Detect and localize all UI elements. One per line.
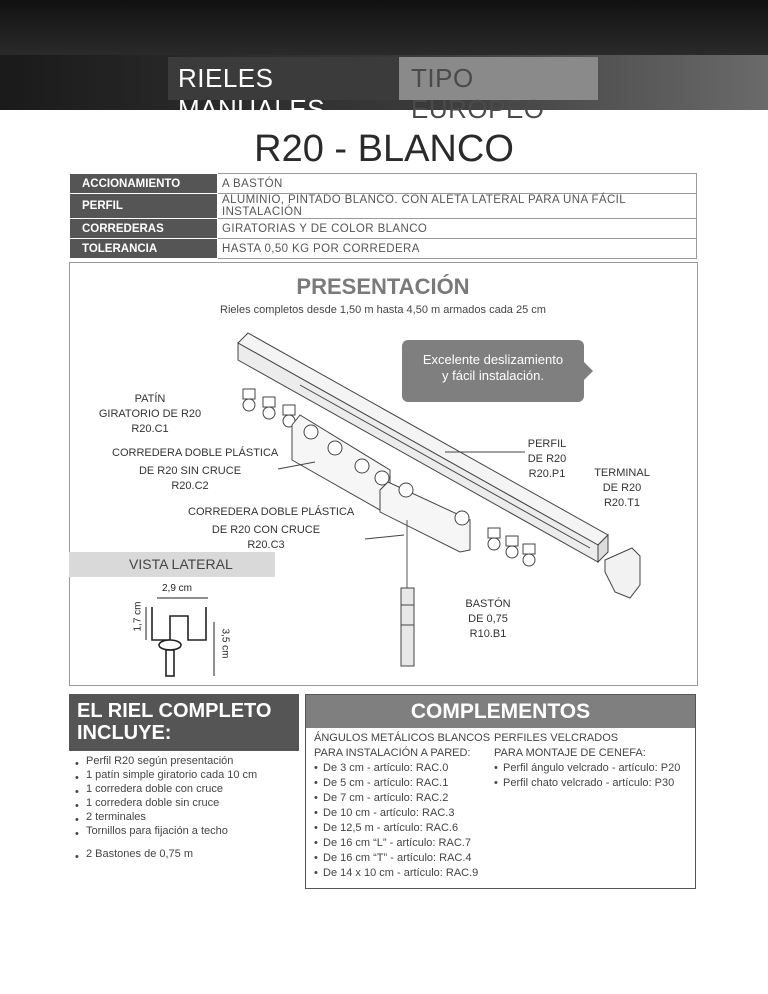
dim-total: 3,5 cm — [219, 628, 231, 659]
label-line: R20.P1 — [528, 468, 566, 480]
includes-title — [69, 694, 299, 751]
label-patin — [90, 392, 210, 437]
list-item: • De 12,5 m - artículo: RAC.6 — [314, 821, 490, 836]
spec-value: A BASTÓN — [218, 174, 697, 194]
complementos-left-column — [314, 731, 490, 881]
label-line: DE R20 SIN CRUCE — [138, 465, 242, 477]
page-title: R20 - BLANCO — [254, 128, 514, 170]
spec-key: ACCIONAMIENTO — [70, 174, 218, 194]
list-item: • De 16 cm “T” - artículo: RAC.4 — [314, 851, 490, 866]
label-corredera-con-cruce — [188, 505, 355, 553]
spec-key: TOLERANCIA — [70, 239, 218, 259]
label-line: DE R20 — [602, 482, 642, 494]
label-line: GIRATORIO DE R20 — [98, 408, 202, 420]
label-line: DE R20 — [527, 453, 567, 465]
side-view-profile — [146, 598, 214, 676]
list-item: • De 3 cm - artículo: RAC.0 — [314, 761, 490, 776]
presentation-title: PRESENTACIÓN — [296, 274, 470, 299]
list-item: • Perfil chato velcrado - artículo: P30 — [494, 776, 680, 791]
list-item: • De 14 x 10 cm - artículo: RAC.9 — [314, 866, 490, 881]
header-category-label: RIELES MANUALES — [178, 63, 326, 124]
label-line: R10.B1 — [469, 628, 507, 640]
label-line: PERFIL — [527, 438, 567, 450]
column-heading: PERFILES VELCRADOS — [494, 732, 619, 744]
label-line: CORREDERA DOBLE PLÁSTICA — [112, 447, 279, 459]
patin-group-right — [488, 528, 535, 566]
complementos-right-column — [494, 731, 680, 791]
label-baston — [460, 597, 516, 642]
terminal-piece — [605, 548, 640, 598]
spec-value: GIRATORIAS Y DE COLOR BLANCO — [218, 219, 697, 239]
label-line: R20.C1 — [131, 423, 169, 435]
bubble-line: Excelente deslizamiento — [422, 352, 564, 367]
baston-rod — [401, 588, 414, 666]
label-line: CORREDERA DOBLE PLÁSTICA — [188, 506, 355, 518]
label-line: DE 0,75 — [468, 613, 508, 625]
spec-value: ALUMINIO, PINTADO BLANCO. CON ALETA LATERAL PARA UNA FÁCIL INSTALACIÓN — [218, 194, 697, 219]
list-item: • De 16 cm “L” - artículo: RAC.7 — [314, 836, 490, 851]
right-items-list — [494, 761, 680, 791]
label-line: BASTÓN — [465, 598, 511, 610]
column-heading: PARA MONTAJE DE CENEFA: — [494, 747, 646, 759]
dim-width: 2,9 cm — [162, 583, 193, 594]
bubble-tip — [584, 362, 593, 380]
presentation-subtitle: Rieles completos desde 1,50 m hasta 4,50 m armados cada 25 cm — [220, 304, 546, 316]
header-type-label: TIPO EUROPEO — [411, 63, 545, 124]
label-line: R20.C3 — [247, 539, 285, 551]
list-item: • 2 terminales — [75, 810, 257, 824]
label-line: DE R20 CON CRUCE — [211, 524, 321, 536]
list-item: • 2 Bastones de 0,75 m — [75, 847, 257, 861]
includes-title-line: EL RIEL COMPLETO — [77, 700, 272, 722]
feature-bubble — [402, 340, 584, 402]
includes-title-line: INCLUYE: — [77, 722, 172, 744]
label-line: R20.T1 — [603, 497, 641, 509]
complementos-title: COMPLEMENTOS — [306, 695, 695, 728]
list-item: • De 5 cm - artículo: RAC.1 — [314, 776, 490, 791]
left-items-list — [314, 761, 490, 881]
column-heading: ÁNGULOS METÁLICOS BLANCOS — [314, 732, 491, 744]
list-item: • Perfil ángulo velcrado - artículo: P20 — [494, 761, 680, 776]
column-heading: PARA INSTALACIÓN A PARED: — [314, 747, 471, 759]
spec-key: CORREDERAS — [70, 219, 218, 239]
list-item: • 1 corredera doble sin cruce — [75, 796, 257, 810]
label-terminal — [592, 466, 652, 511]
label-corredera-sin-cruce — [112, 446, 279, 494]
patin-group-left — [243, 389, 295, 427]
list-item: • 1 corredera doble con cruce — [75, 782, 257, 796]
spec-value: HASTA 0,50 KG POR CORREDERA — [218, 239, 697, 259]
includes-list — [75, 754, 257, 861]
list-item: • De 10 cm - artículo: RAC.3 — [314, 806, 490, 821]
list-item: • 1 patín simple giratorio cada 10 cm — [75, 768, 257, 782]
bubble-line: y fácil instalación. — [442, 368, 544, 383]
list-item: • Tornillos para fijación a techo — [75, 824, 257, 838]
label-perfil — [524, 437, 570, 482]
label-line: PATÍN — [134, 393, 166, 405]
label-line: TERMINAL — [594, 467, 650, 479]
list-item: • De 7 cm - artículo: RAC.2 — [314, 791, 490, 806]
dim-height: 1,7 cm — [132, 601, 144, 632]
spec-key: PERFIL — [70, 194, 218, 219]
list-item: • Perfil R20 según presentación — [75, 754, 257, 768]
label-line: R20.C2 — [171, 480, 209, 492]
side-view-title: VISTA LATERAL — [69, 552, 275, 577]
